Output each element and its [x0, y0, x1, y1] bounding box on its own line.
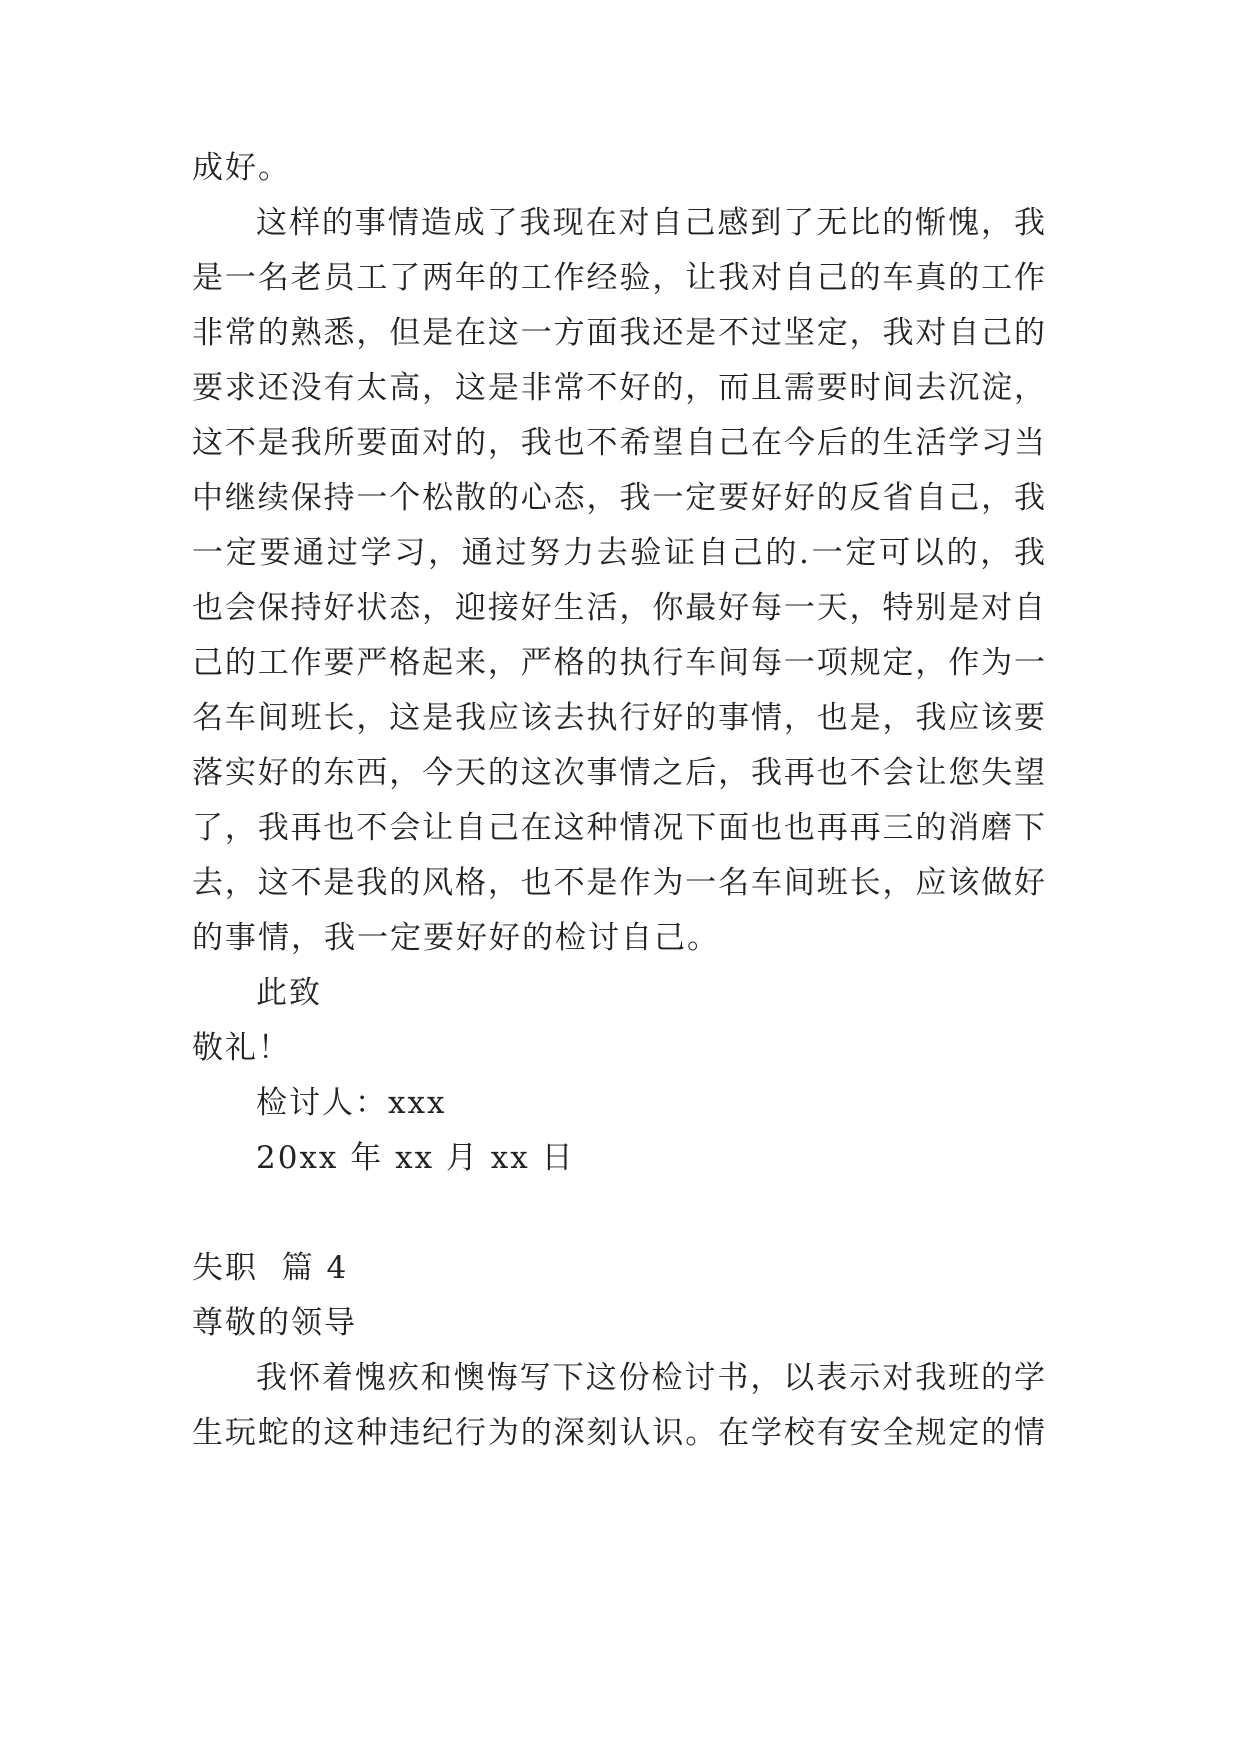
- text-line: 也会保持好状态，迎接好生活，你最好每一天，特别是对自: [192, 590, 1045, 626]
- text-line: 成好。: [192, 150, 291, 186]
- text-line: 的事情，我一定要好好的检讨自己。: [192, 920, 720, 956]
- signature-line: 检讨人：xxx: [256, 1085, 447, 1121]
- text-line: 一定要通过学习，通过努力去验证自己的.一定可以的，我: [192, 535, 1045, 571]
- text-line: 这不是我所要面对的，我也不希望自己在今后的生活学习当: [192, 425, 1045, 461]
- text-line: 非常的熟悉，但是在这一方面我还是不过坚定，我对自己的: [192, 315, 1045, 351]
- paragraph-first-line: 这样的事情造成了我现在对自己感到了无比的惭愧，我: [256, 205, 1045, 241]
- text-line: 落实好的东西，今天的这次事情之后，我再也不会让您失望: [192, 755, 1045, 791]
- text-line: 要求还没有太高，这是非常不好的，而且需要时间去沉淀，: [192, 370, 1045, 406]
- letter-greeting: 尊敬的领导: [192, 1305, 357, 1341]
- text-line: 名车间班长，这是我应该去执行好的事情，也是，我应该要: [192, 700, 1045, 736]
- text-line: 生玩蛇的这种违纪行为的深刻认识。在学校有安全规定的情: [192, 1415, 1045, 1451]
- text-line: 己的工作要严格起来，严格的执行车间每一项规定，作为一: [192, 645, 1045, 681]
- section-heading: 失职 篇 4: [192, 1250, 349, 1286]
- text-line: 了，我再也不会让自己在这种情况下面也也再再三的消磨下: [192, 810, 1045, 846]
- text-line: 去，这不是我的风格，也不是作为一名车间班长，应该做好: [192, 865, 1045, 901]
- closing-salutation: 此致: [256, 975, 322, 1011]
- closing-regards: 敬礼！: [192, 1030, 291, 1066]
- date-line: 20xx 年 xx 月 xx 日: [256, 1140, 575, 1176]
- paragraph-first-line: 我怀着愧疚和懊悔写下这份检讨书，以表示对我班的学: [256, 1360, 1045, 1396]
- text-line: 中继续保持一个松散的心态，我一定要好好的反省自己，我: [192, 480, 1045, 516]
- text-line: 是一名老员工了两年的工作经验，让我对自己的车真的工作: [192, 260, 1045, 296]
